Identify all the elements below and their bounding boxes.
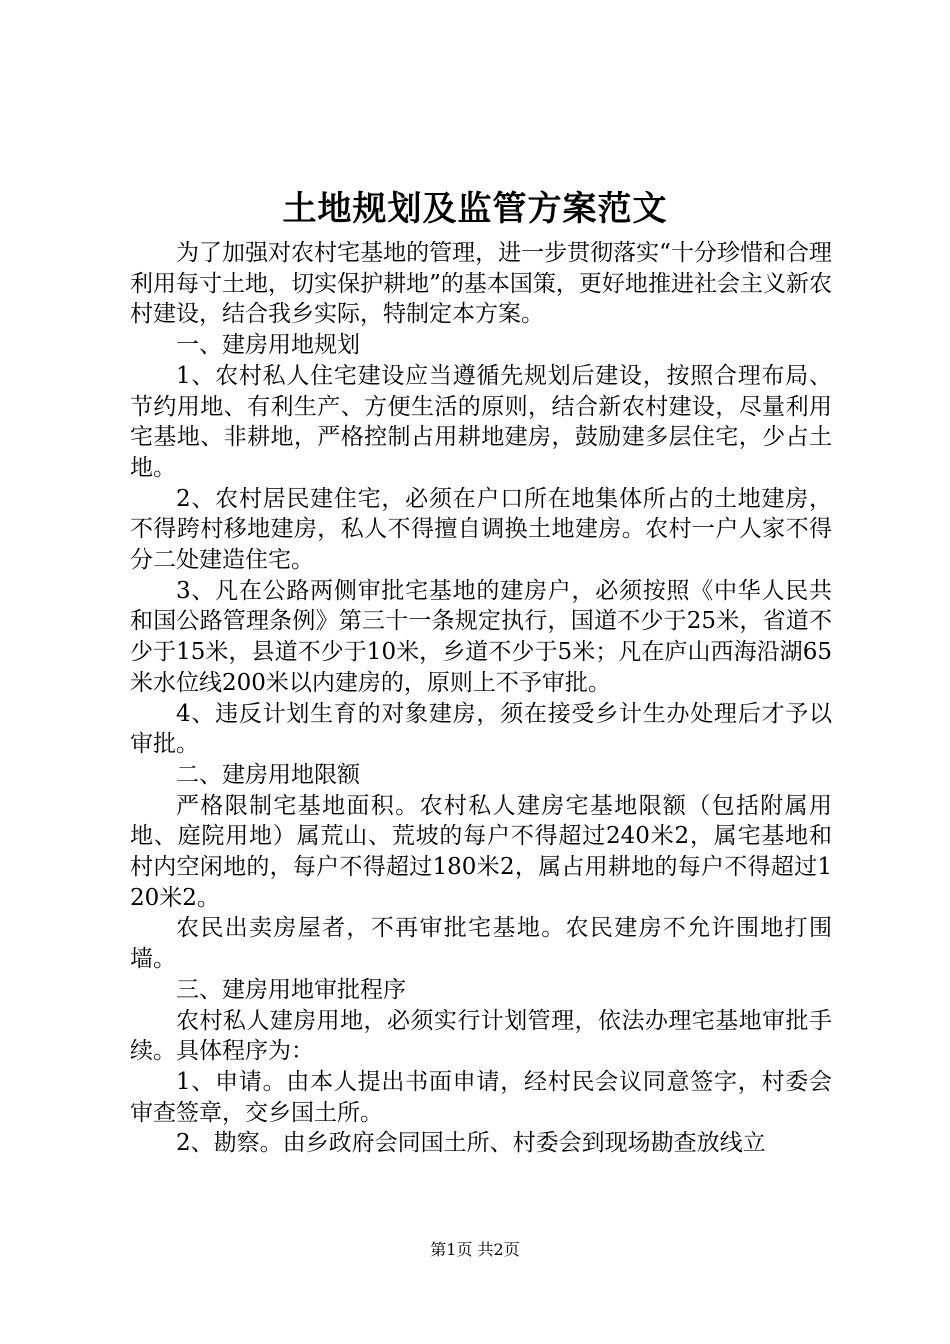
paragraph: 4、违反计划生育的对象建房，须在接受乡计生办处理后才予以审批。 bbox=[130, 700, 832, 758]
paragraph: 3、凡在公路两侧审批宅基地的建房户，必须按照《中华人民共和国公路管理条例》第三十一条规定执行，国道不少于25米，省道不少于15米，县道不少于10米，乡道不少于5米；凡在庐山西海沿湖65米水位线200米以内建房的，原则上不予审批。 bbox=[130, 577, 832, 696]
paragraph: 1、申请。由本人提出书面申请，经村民会议同意签字，村委会审查签章，交乡国土所。 bbox=[130, 1068, 832, 1126]
page-number-footer: 第1页 共2页 bbox=[430, 1240, 520, 1259]
document-title: 土地规划及监管方案范文 bbox=[282, 189, 668, 229]
section-heading-1: 一、建房用地规划 bbox=[176, 332, 360, 359]
paragraph: 2、勘察。由乡政府会同国土所、村委会到现场勘查放线立 bbox=[176, 1130, 766, 1157]
paragraph-intro: 为了加强对农村宅基地的管理，进一步贯彻落实“十分珍惜和合理利用每寸土地，切实保护耕地”的基本国策，更好地推进社会主义新农村建设，结合我乡实际，特制定本方案。 bbox=[130, 240, 832, 328]
paragraph: 农民出卖房屋者，不再审批宅基地。农民建房不允许围地打围墙。 bbox=[130, 915, 832, 973]
section-heading-3: 三、建房用地审批程序 bbox=[176, 976, 406, 1003]
paragraph: 严格限制宅基地面积。农村私人建房宅基地限额（包括附属用地、庭院用地）属荒山、荒坡的每户不得超过240米2，属宅基地和村内空闲地的，每户不得超过180米2，属占用耕地的每户不得超过120米2。 bbox=[130, 792, 832, 911]
paragraph: 1、农村私人住宅建设应当遵循先规划后建设，按照合理布局、节约用地、有利生产、方便生活的原则，结合新农村建设，尽量利用宅基地、非耕地，严格控制占用耕地建房，鼓励建多层住宅，少占土地。 bbox=[130, 362, 832, 481]
document-body bbox=[130, 238, 832, 1159]
section-heading-2: 二、建房用地限额 bbox=[176, 761, 360, 788]
paragraph: 农村私人建房用地，必须实行计划管理，依法办理宅基地审批手续。具体程序为： bbox=[130, 1007, 832, 1065]
paragraph: 2、农村居民建住宅，必须在户口所在地集体所占的土地建房，不得跨村移地建房，私人不得擅自调换土地建房。农村一户人家不得分二处建造住宅。 bbox=[130, 485, 832, 574]
